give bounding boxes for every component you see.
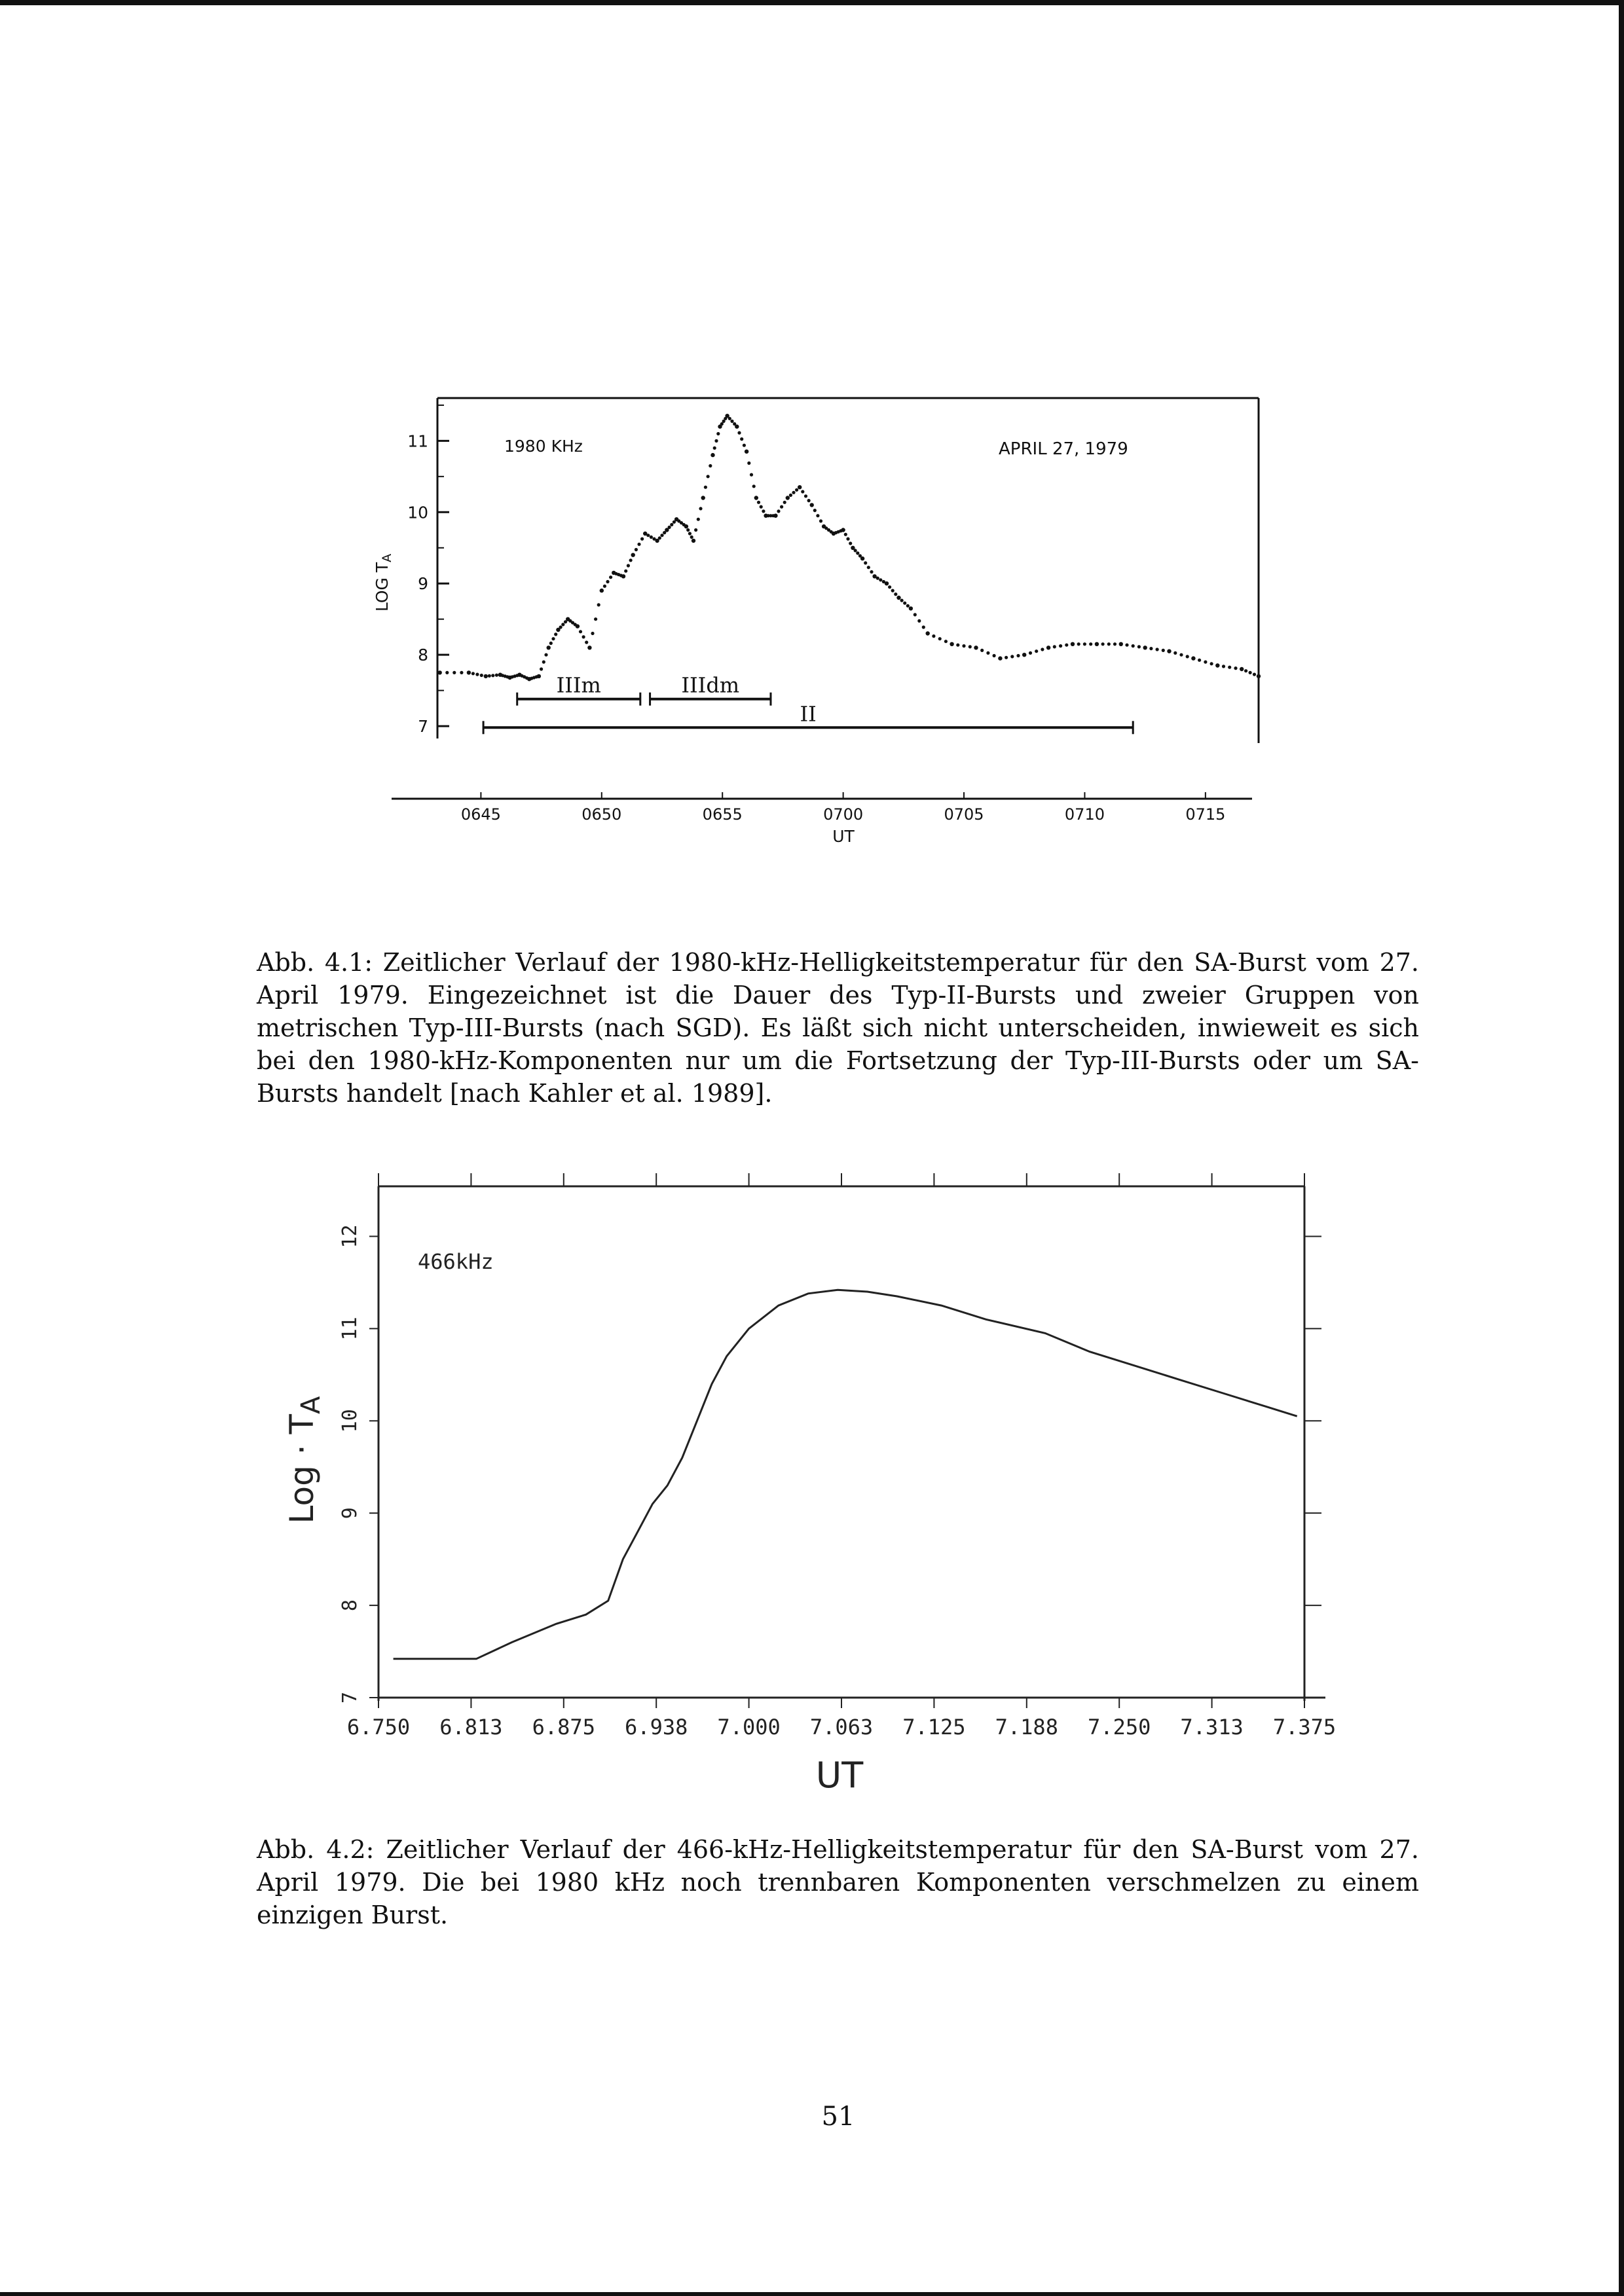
chart1-data-point <box>891 589 895 592</box>
chart1-data-point <box>810 503 814 507</box>
chart2-x-tick-label: 6.750 <box>346 1715 411 1740</box>
chart1-data-point <box>480 674 483 677</box>
chart1-data-point <box>856 551 859 555</box>
chart1-data-point <box>1016 654 1020 657</box>
chart1-data-point <box>777 509 780 513</box>
chart1-y-tick-label: 7 <box>418 717 428 737</box>
chart1-data-point <box>629 558 633 562</box>
chart1-data-point <box>922 625 925 629</box>
chart1-data-point <box>752 484 756 488</box>
chart1-data-point <box>1113 642 1116 646</box>
chart2-x-tick-label: 7.250 <box>1088 1715 1151 1740</box>
chart1-data-point <box>603 585 606 588</box>
chart1-data-point <box>754 496 758 500</box>
chart1-data-point <box>542 661 545 664</box>
chart1-data-point <box>789 494 792 497</box>
chart1-data-point <box>670 523 673 526</box>
chart2-x-tick-label: 7.000 <box>717 1715 781 1740</box>
chart1-data-point <box>900 599 904 602</box>
chart1-data-point <box>594 617 597 621</box>
chart1-x-tick-label: 0650 <box>581 805 622 824</box>
chart1-data-point <box>1191 656 1195 660</box>
chart1-data-point <box>730 420 733 423</box>
chart1-data-point <box>1240 667 1244 671</box>
chart1-data-point <box>1107 642 1111 646</box>
chart1-data-point <box>1089 642 1092 646</box>
chart1-data-point <box>716 432 720 435</box>
chart1-data-point <box>686 528 690 532</box>
chart1-data-point <box>909 606 913 610</box>
chart2-series-line <box>394 1290 1297 1659</box>
chart1-data-point <box>579 630 582 633</box>
chart1-data-point <box>621 574 625 578</box>
chart1-data-point <box>537 674 541 678</box>
chart1-data-point <box>561 623 564 626</box>
chart1-data-point <box>597 603 600 606</box>
chart1-data-point <box>980 649 984 652</box>
chart1-data-point <box>699 507 702 510</box>
chart1-data-point <box>694 528 697 532</box>
chart1-data-point <box>993 654 996 657</box>
chart1-ticks <box>407 405 1225 824</box>
figure-1980khz-chart <box>0 367 1624 864</box>
chart1-data-point <box>637 543 640 546</box>
chart1-data-point <box>944 640 948 643</box>
chart1-data-point <box>1137 645 1141 648</box>
chart1-data-point <box>704 486 707 489</box>
chart1-data-point <box>795 488 798 492</box>
chart1-x-tick-label: 0645 <box>460 805 501 824</box>
chart1-data-point <box>1143 646 1147 649</box>
chart1-burst-label: II <box>800 701 817 727</box>
chart2-y-label: Log · $T_A$ <box>283 1396 326 1524</box>
chart1-data-point <box>540 667 543 670</box>
chart1-data-point <box>709 464 712 467</box>
chart1-data-point <box>547 646 551 649</box>
chart1-y-tick-label: 11 <box>407 431 428 451</box>
chart1-data-point <box>841 528 845 532</box>
chart1-data-point <box>780 505 783 509</box>
chart2-y-tick-label: 12 <box>339 1224 361 1248</box>
chart1-data-point <box>1125 644 1128 647</box>
chart1-data-point <box>906 604 910 608</box>
chart1-data-point <box>745 450 748 454</box>
chart1-data-point <box>1005 656 1008 659</box>
chart1-data-point <box>582 635 585 638</box>
chart1-data-point <box>896 596 900 600</box>
page-frame-right <box>1619 0 1624 2296</box>
chart1-data-point <box>684 524 688 528</box>
chart1-data-point <box>452 671 456 674</box>
chart1-data-point <box>1167 649 1171 653</box>
chart1-data-point <box>650 536 653 539</box>
chart1-x-label: UT <box>832 827 855 846</box>
chart1-data-point <box>1179 653 1183 657</box>
chart2-x-label: UT <box>815 1755 864 1796</box>
chart1-data-point <box>1249 671 1252 674</box>
chart1-data-point <box>728 417 731 420</box>
chart1-data-point <box>1186 655 1189 658</box>
chart1-data-point <box>804 494 807 498</box>
chart1-x-tick-label: 0700 <box>823 805 864 824</box>
chart1-data-point <box>1029 651 1032 655</box>
chart1-data-point <box>885 581 889 585</box>
chart1-data-point <box>998 656 1002 660</box>
chart1-data-point <box>1083 642 1086 646</box>
page-number: 51 <box>821 2102 855 2132</box>
chart1-data-point <box>870 570 873 574</box>
chart1-data-point <box>697 518 700 521</box>
chart1-data-point <box>1244 669 1247 672</box>
chart1-x-tick-label: 0715 <box>1185 805 1226 824</box>
chart1-data-point <box>1022 653 1026 657</box>
chart1-data-point <box>956 644 959 647</box>
chart1-data-point <box>688 532 692 535</box>
chart1-data-point <box>460 671 463 674</box>
chart1-data-point <box>551 637 555 640</box>
chart1-data-point <box>631 553 635 557</box>
chart1-data-point <box>1210 662 1213 665</box>
chart1-data-point <box>894 592 897 596</box>
chart1-data-point <box>969 645 972 648</box>
chart1-data-point <box>903 602 906 605</box>
chart1-data-point <box>879 578 882 581</box>
chart1-data-point <box>1222 665 1225 668</box>
chart1-x-tick-label: 0655 <box>702 805 743 824</box>
chart1-data-point <box>860 556 864 560</box>
chart1-data-point <box>1234 666 1237 670</box>
chart1-data-point <box>816 514 819 517</box>
chart1-data-point <box>750 473 753 477</box>
chart1-data-point <box>549 642 553 645</box>
chart1-data-point <box>773 514 777 518</box>
chart1-data-point <box>1198 659 1201 662</box>
chart1-data-point <box>1059 644 1062 647</box>
chart1-data-point <box>807 499 811 502</box>
chart1-data-point <box>624 570 627 573</box>
chart1-data-point <box>913 613 917 616</box>
chart1-data-point <box>1077 642 1080 646</box>
chart1-data-point <box>1215 663 1219 667</box>
chart2-x-tick-label: 7.188 <box>995 1715 1058 1740</box>
chart1-data-point <box>743 444 746 447</box>
chart1-data-point <box>813 509 817 512</box>
chart1-data-point <box>544 653 547 657</box>
chart2-y-tick-label: 10 <box>339 1409 361 1433</box>
chart1-data-point <box>867 566 870 569</box>
chart1-data-point <box>917 619 921 623</box>
chart1-data-point <box>974 646 978 649</box>
chart1-data-point <box>707 475 710 478</box>
page-frame-bottom <box>0 2292 1624 2296</box>
chart1-data-point <box>646 534 650 537</box>
chart2-y-tick-label: 9 <box>339 1507 361 1520</box>
chart1-data-point <box>591 632 594 635</box>
page-frame-top <box>0 0 1624 5</box>
chart1-data-point <box>864 561 867 564</box>
chart1-date-annotation: APRIL 27, 1979 <box>999 439 1128 459</box>
chart1-data-point <box>1132 644 1135 647</box>
chart1-data-point <box>786 496 790 500</box>
figure-466khz-chart <box>0 1159 1624 1827</box>
chart1-data-point <box>635 548 638 551</box>
chart1-data-point <box>600 589 604 592</box>
chart1-y-tick-label: 10 <box>407 503 428 522</box>
chart1-data-point <box>627 564 630 567</box>
chart1-data-point <box>1162 649 1165 652</box>
chart2-y-tick-label: 8 <box>339 1599 361 1612</box>
chart1-data-point <box>938 637 942 640</box>
chart1-data-point <box>888 585 891 589</box>
chart1-data-point <box>1053 645 1056 648</box>
chart2-x-tick-label: 6.938 <box>625 1715 688 1740</box>
chart1-data-point <box>484 674 488 678</box>
chart1-y-label: LOG $T_A$ <box>373 553 394 612</box>
chart1-data-point <box>1173 651 1177 655</box>
chart1-data-point <box>735 424 739 428</box>
chart2-series-path <box>394 1290 1297 1659</box>
figure-1-caption: Abb. 4.1: Zeitlicher Verlauf der 1980-kHz-Helligkeitstemperatur für den SA-Burst vom 27. April 1979. Eingezeichnet ist die Dauer des Typ-II-Bursts und zweier Gruppen von metrischen Typ-III-Bursts (nach SGD). Es läßt sich nicht unterscheiden, inwieweit es sich bei den 1980-kHz-Komponenten nur um die Fortsetzung der Typ-III-Bursts oder um SA-Bursts handelt [nach Kahler et al. 1989]. <box>257 948 1419 1108</box>
chart1-burst-bars <box>483 673 1133 735</box>
chart2-frame <box>378 1186 1325 1701</box>
chart1-data-point <box>491 674 494 677</box>
chart1-data-point <box>792 491 795 494</box>
chart1-data-point <box>1071 642 1075 646</box>
chart1-data-point <box>1046 646 1050 649</box>
chart1-data-point <box>576 624 580 628</box>
chart1-data-point <box>1257 674 1261 678</box>
chart1-data-point <box>1010 655 1014 658</box>
chart1-data-point <box>1149 647 1153 650</box>
chart1-data-point <box>690 536 693 539</box>
chart1-data-point <box>740 437 743 441</box>
chart1-x-tick-label: 0710 <box>1064 805 1105 824</box>
chart1-data-point <box>714 439 718 443</box>
chart1-data-point <box>783 501 786 504</box>
chart2-title: 466kHz <box>418 1249 494 1274</box>
chart2-x-tick-label: 7.375 <box>1272 1715 1337 1740</box>
chart1-data-point <box>1204 661 1207 664</box>
chart1-data-point <box>713 446 716 450</box>
chart1-data-point <box>438 670 442 674</box>
chart1-data-point <box>559 625 563 629</box>
chart2-x-tick-label: 6.875 <box>532 1715 595 1740</box>
chart1-title: 1980 KHz <box>504 437 583 456</box>
chart1-data-point <box>495 674 498 677</box>
chart1-frame <box>392 398 1259 799</box>
chart2-x-tick-label: 7.125 <box>902 1715 966 1740</box>
chart1-data-point <box>819 519 822 522</box>
chart1-data-point <box>585 641 588 644</box>
chart1-data-point <box>606 580 609 583</box>
chart2-x-tick-label: 6.813 <box>439 1715 503 1740</box>
chart1-data-point <box>1119 642 1123 646</box>
chart1-data-point <box>932 634 935 638</box>
chart1-data-point <box>737 431 741 435</box>
chart1-data-point <box>854 549 857 552</box>
chart1-data-point <box>1065 644 1068 647</box>
chart1-data-point <box>640 538 644 541</box>
chart1-data-point <box>798 485 802 489</box>
chart1-data-point <box>668 526 671 529</box>
chart1-data-point <box>1095 642 1099 646</box>
chart1-data-point <box>660 534 663 537</box>
chart2-x-tick-label: 7.063 <box>809 1715 874 1740</box>
chart1-data-point <box>488 674 491 678</box>
chart1-data-point <box>475 673 479 676</box>
chart1-data-point <box>609 575 612 579</box>
chart1-data-point <box>1253 673 1256 676</box>
chart1-burst-label: IIIdm <box>681 672 740 698</box>
chart1-y-tick-label: 9 <box>418 574 428 594</box>
chart1-data-point <box>846 538 849 541</box>
chart1-data-point <box>701 496 705 500</box>
chart1-data-point <box>1041 647 1044 651</box>
chart1-data-point <box>587 646 591 649</box>
chart1-data-point <box>962 644 965 647</box>
chart1-data-point <box>1101 642 1105 646</box>
chart1-data-point <box>467 670 471 674</box>
chart1-x-tick-label: 0705 <box>944 805 984 824</box>
chart1-data-point <box>471 672 475 675</box>
chart1-data-point <box>692 539 695 543</box>
chart2-x-tick-label: 7.313 <box>1180 1715 1244 1740</box>
chart1-burst-label: IIIm <box>556 672 601 698</box>
chart1-data-point <box>757 501 760 504</box>
chart1-data-point <box>844 533 847 536</box>
chart1-data-point <box>849 541 852 545</box>
chart1-data-point <box>445 671 449 674</box>
chart1-data-point <box>1228 666 1231 669</box>
chart1-data-point <box>1035 649 1038 653</box>
figure-2-caption: Abb. 4.2: Zeitlicher Verlauf der 466-kHz-Helligkeitstemperatur für den SA-Burst vom 27. April 1979. Die bei 1980 kHz noch trennbaren Komponenten verschmelzen zu einem einzigen Burst. <box>257 1835 1419 1929</box>
chart1-data-point <box>710 453 714 457</box>
chart1-data-point <box>658 536 661 539</box>
chart1-data-point <box>926 631 930 635</box>
chart1-data-point <box>554 632 557 636</box>
chart1-data-point <box>760 505 763 509</box>
chart1-data-point <box>876 577 879 580</box>
chart1-data-point <box>747 462 750 465</box>
chart1-data-point <box>762 509 765 513</box>
chart1-data-point <box>950 642 953 646</box>
chart1-y-tick-label: 8 <box>418 646 428 665</box>
chart1-data-point <box>801 490 804 493</box>
chart2-y-tick-label: 11 <box>339 1317 361 1341</box>
chart2-y-tick-label: 7 <box>339 1691 361 1704</box>
chart1-data-point <box>1156 647 1159 651</box>
chart1-data-point <box>986 651 989 655</box>
